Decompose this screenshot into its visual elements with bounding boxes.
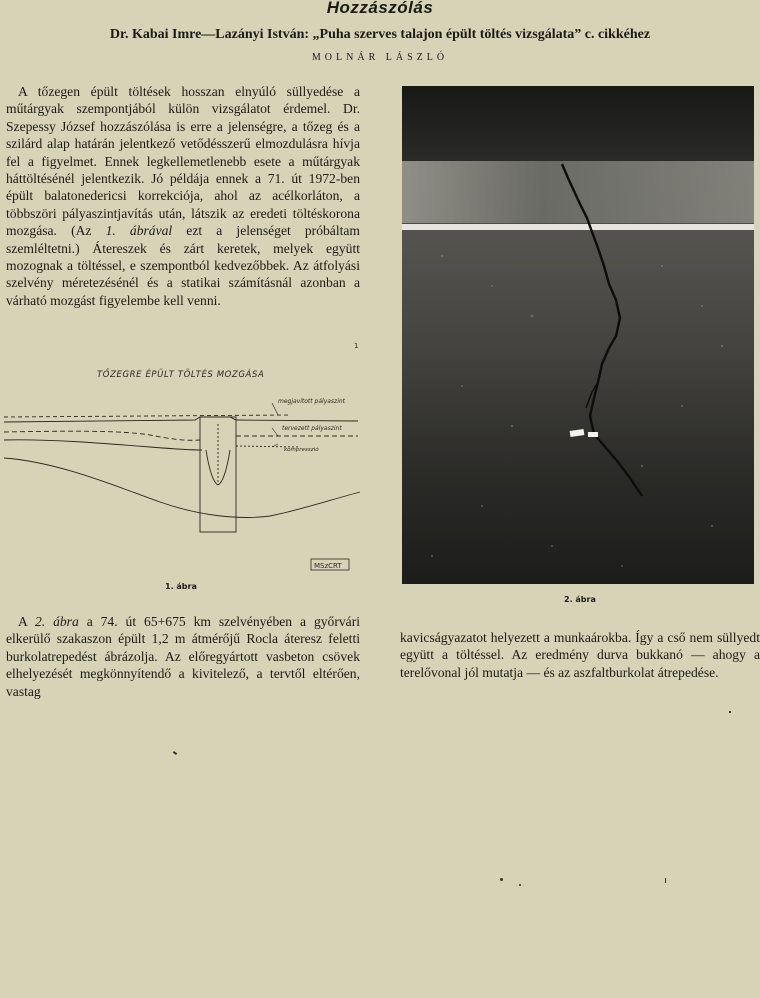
road-crack-photo xyxy=(402,86,754,584)
paragraph-1-text-b: ezt a jelenséget próbáltam szemléltetni.) Átereszek és zárt keretek, melyek együtt mozognak a töltéssel, e szempontból kedvezőbbek. Az átfolyási szelvény méretezésénél és a statikai számításnál azonban a várható mozgást figyelembe kell venni. xyxy=(6,223,360,308)
author-name: MOLNÁR LÁSZLÓ xyxy=(311,52,449,63)
lane-marking xyxy=(402,224,754,230)
page-title: Hozzászólás xyxy=(326,0,434,17)
design-level-line xyxy=(4,431,200,440)
figure-mark: 1 xyxy=(354,342,359,350)
label-compression: kompresszió xyxy=(284,447,319,453)
paragraph-2-text-b: a 74. út 65+675 km szelvényében a győrvári elkerülő szakaszon épült 1,2 m átmérőjű Rocla áteresz feletti burkolatrepedést ábrázolja. Az előregyártott vasbeton csövek elhelyezését megkönnyítendő a kivitelező, a tervtől eltérően, vastag xyxy=(6,614,360,699)
paragraph-2-text-a: A xyxy=(18,614,35,629)
subsoil-boundary-curve xyxy=(4,458,360,517)
paragraph-2 xyxy=(6,613,360,700)
print-speck xyxy=(500,878,503,881)
figure-2-reference: 2. ábra xyxy=(34,614,79,629)
print-speck xyxy=(665,878,666,883)
article-subtitle: Dr. Kabai Imre—Lazányi István: „Puha szerves talajon épült töltés vizsgálata” c. cikkéhez xyxy=(109,27,651,42)
print-speck xyxy=(729,711,731,713)
paragraph-1-text-a: A tőzegen épült töltések hosszan elnyúló süllyedése a műtárgyak szempontjából külön vizsgálatot érdemel. Dr. Szepessy József hozzászólása is erre a jelenségre, a tőzeg és a szilárd alap határán jelentkező vetődésszerű elmozdulásra hívja fel a figyelmet. Ennek legkellemetlenebb esete a műtárgyak háttöltésénél jelentkezik. Jó példája ennek a 71. út 1972-ben épült balatonedericsi korrekciója, ahol az acélkorláton, a többszöri pályaszintjavítás után, látszik az eredeti töltéskorona mozgása. (Az xyxy=(6,84,360,239)
embankment-crown-line xyxy=(4,417,358,422)
figure-1-title: TŐZEGRE ÉPÜLT TÖLTÉS MOZGÁSA xyxy=(97,370,265,380)
figure-1-reference: 1. ábrával xyxy=(105,223,173,239)
figure-1-caption: 1. ábra xyxy=(165,582,197,591)
figure-2-caption: 2. ábra xyxy=(564,595,596,604)
print-speck xyxy=(173,751,177,755)
label-repaired-level: megjavított pályaszint xyxy=(278,398,346,405)
repaired-level-line xyxy=(4,415,290,417)
paragraph-3: kavicságyazatot helyezett a munkaárokba. Így a cső nem süllyedt együtt a töltéssel. Az eredmény durva bukkanó — ahogy a terelővonal jól mutatja — és az aszfaltburkolat átrepedése. xyxy=(400,630,760,680)
settlement-curve xyxy=(206,450,230,485)
embankment-diagram xyxy=(0,340,365,590)
stamp-text: MSzCRT xyxy=(314,562,342,570)
print-speck xyxy=(519,884,521,886)
paragraph-1 xyxy=(6,83,360,309)
compression-line xyxy=(4,440,202,450)
label-design-level: tervezett pályaszint xyxy=(282,425,342,432)
culvert-structure xyxy=(200,417,236,532)
